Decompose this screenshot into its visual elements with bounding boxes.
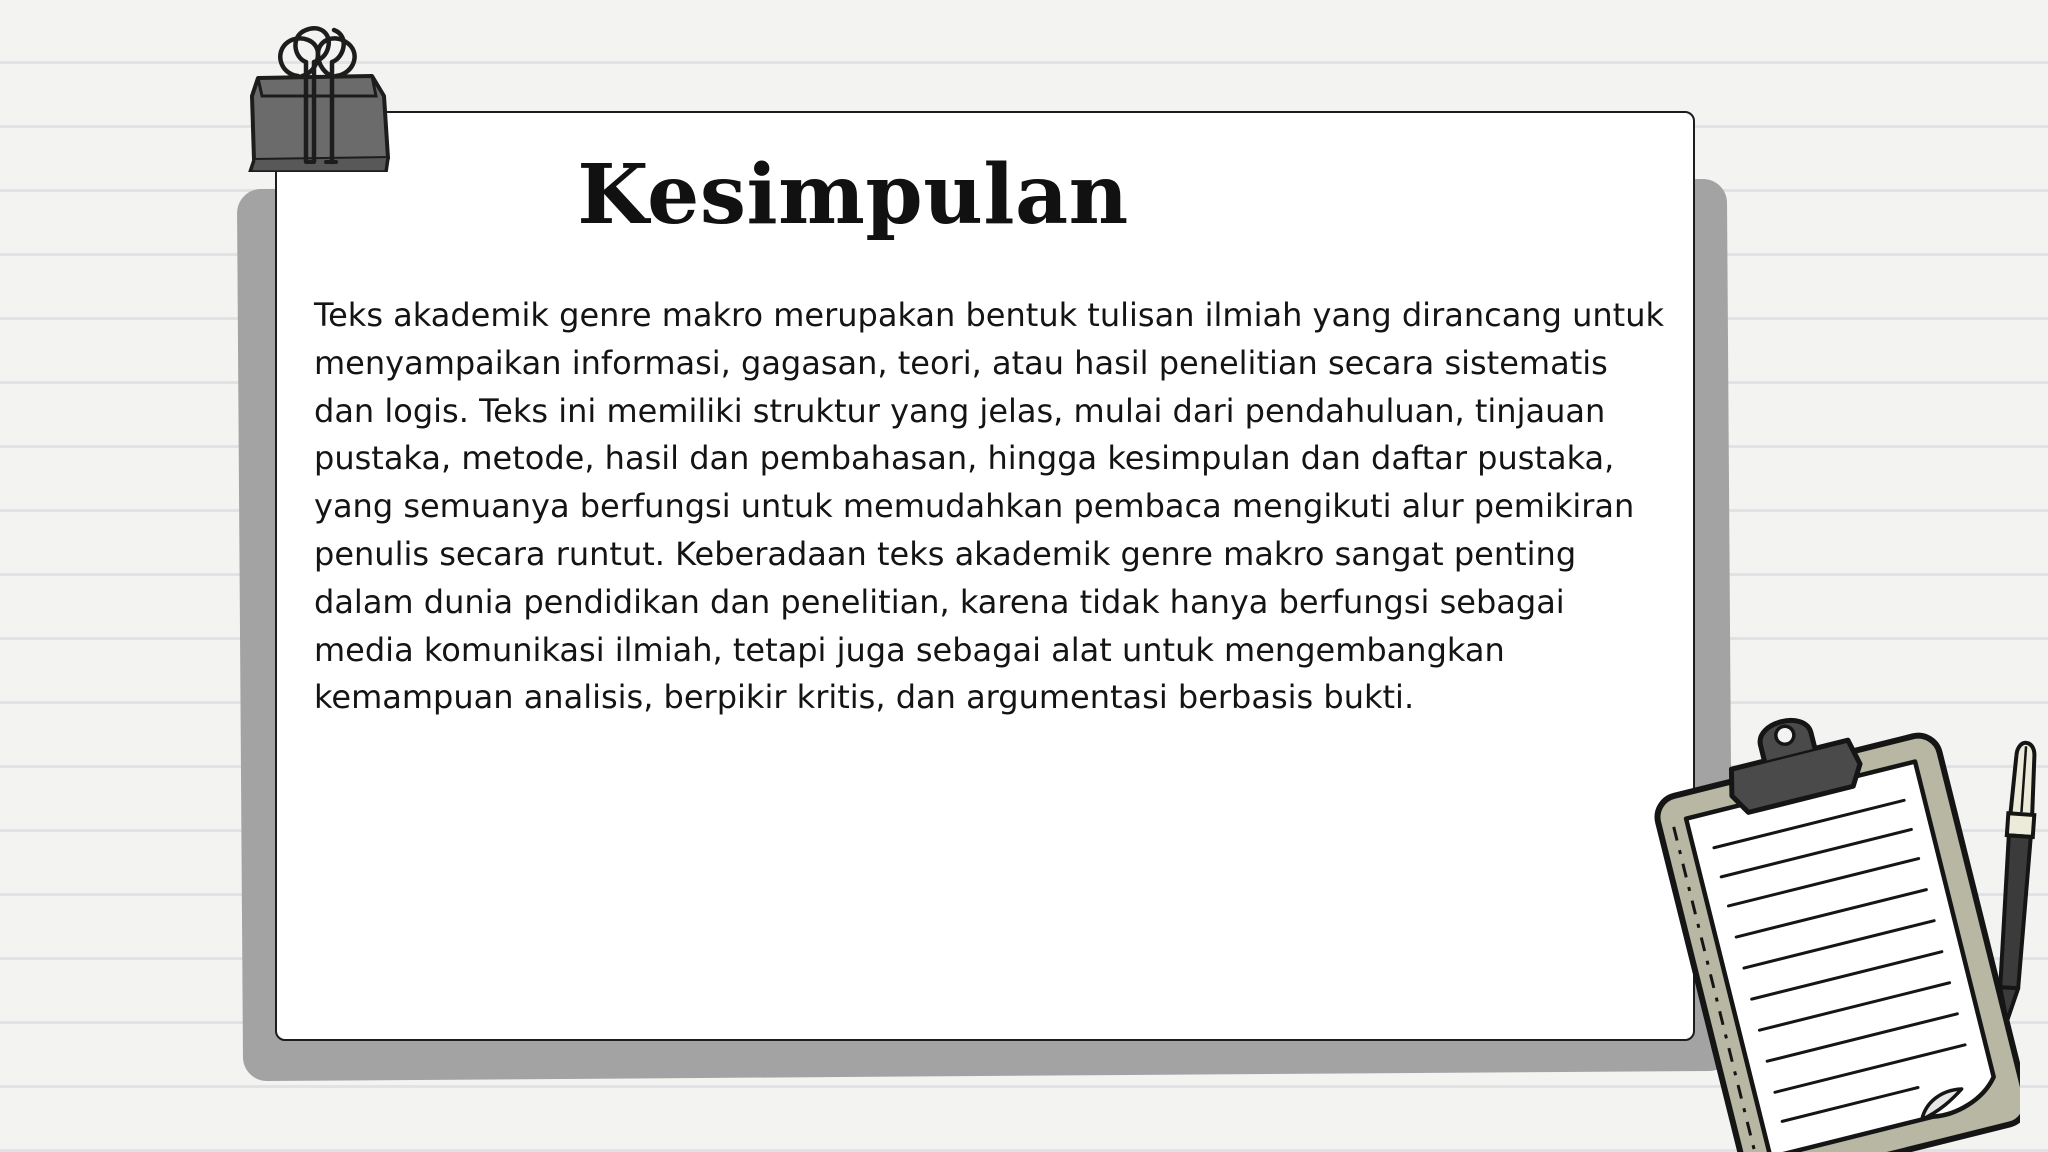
clipboard-icon [1640,690,2020,1152]
slide-body-text: Teks akademik genre makro merupakan bentuk tulisan ilmiah yang dirancang untuk menyampaikan informasi, gagasan, teori, atau hasil penelitian secara sistematis dan logis. Teks ini memiliki struktur yang jelas, mulai dari pendahuluan, tinjauan pustaka, metode, hasil dan pembahasan, hingga kesimpulan dan daftar pustaka, yang semuanya berfungsi untuk memudahkan pembaca mengikuti alur pemikiran penulis secara runtut. Keberadaan teks akademik genre makro sangat penting dalam dunia pendidikan dan penelitian, karena tidak hanya berfungsi sebagai media komunikasi ilmiah, tetapi juga sebagai alat untuk mengembangkan kemampuan analisis, berpikir kritis, dan argumentasi berbasis bukti. [314,296,1664,717]
pen-icon [1986,726,2048,1030]
slide-title: Kesimpulan [577,147,1129,243]
binder-clip-icon [240,22,400,172]
